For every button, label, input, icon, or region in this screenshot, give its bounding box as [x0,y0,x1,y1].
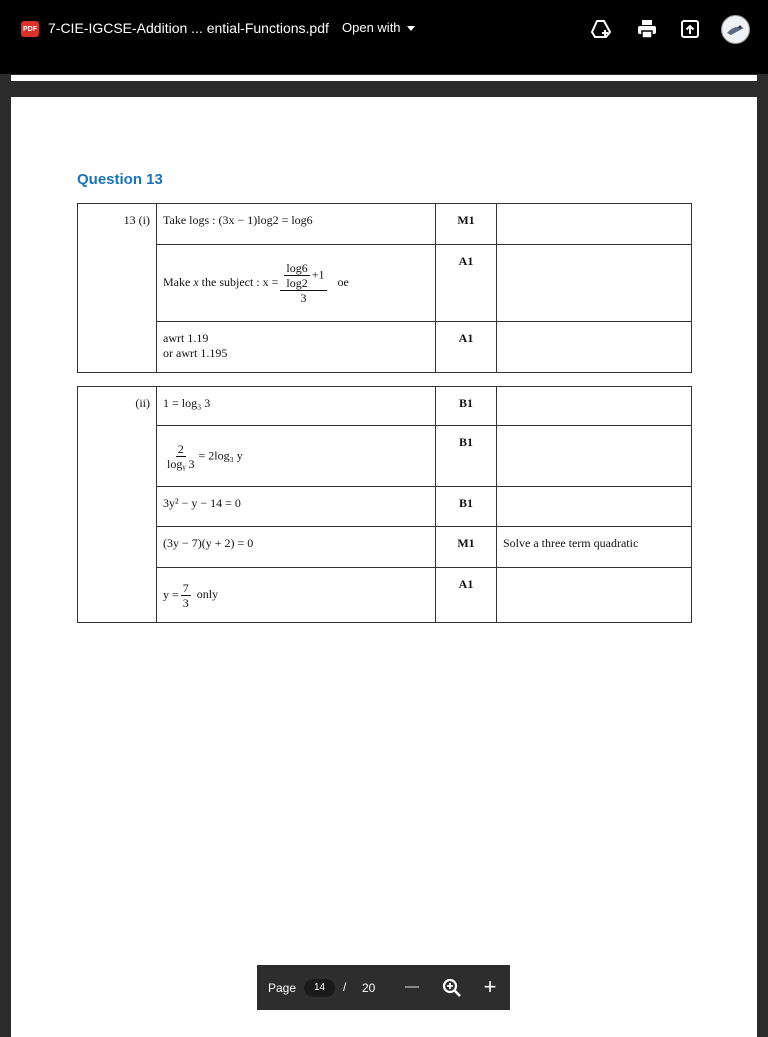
mark-scheme-table-part-2 [77,386,692,623]
working-cell: Take logs : (3x − 1)log2 = log6 [157,204,436,245]
mark-cell: B1 [436,387,497,426]
comment-cell: Solve a three term quadratic [497,527,692,568]
mark-cell: M1 [436,527,497,568]
comment-cell [497,204,692,245]
viewer-toolbar [0,0,768,74]
mark-cell: A1 [436,245,497,322]
mark-cell: B1 [436,426,497,487]
zoom-out-button[interactable] [405,986,419,988]
comment-cell [497,426,692,487]
open-with-label: Open with [342,20,401,35]
comment-cell [497,487,692,527]
zoom-in-button[interactable]: + [483,974,497,999]
page-separator: / [343,980,347,994]
mark-cell: B1 [436,487,497,527]
chevron-down-icon [407,26,415,31]
page-total: 20 [362,981,376,995]
question-title: Question 13 [77,171,163,188]
add-to-drive-icon[interactable] [589,17,613,41]
mark-cell: A1 [436,322,497,373]
working-cell: y = $\frac{7}{3}$ only [157,568,436,623]
working-cell: (3y − 7)(y + 2) = 0 [157,527,436,568]
working-cell: Make x the subject : x = $\frac{\log 6}{\log 2}$ +1 3 oe [157,245,436,322]
page-label: Page [268,981,297,995]
comment-cell [497,387,692,426]
working-cell: 3y² − y − 14 = 0 [157,487,436,527]
page-top-strip [11,75,757,81]
mark-cell: M1 [436,204,497,245]
part-label: 13 (i) [78,204,157,373]
page-number-input[interactable]: 14 [304,979,335,997]
part-label: (ii) [78,387,157,623]
comment-cell [497,245,692,322]
working-cell: $\frac{2}{\text{logᵧ 3}}$ = 2log₃ y [157,426,436,487]
comment-cell [497,568,692,623]
mark-scheme-table-part-1 [77,203,692,373]
file-title: 7-CIE-IGCSE-Addition ... ential-Functions.pdf [48,20,329,36]
working-cell: 1 = log₃ 3 [157,387,436,426]
working-cell: awrt 1.19 or awrt 1.195 [157,322,436,373]
comment-cell [497,322,692,373]
fraction: $\frac{2}{\text{logᵧ 3}}$ [167,441,195,471]
fraction: $\frac{7}{3}$ [182,580,189,610]
zoom-magnifier-icon[interactable] [441,977,463,999]
account-avatar[interactable] [721,15,750,44]
open-in-new-window-icon[interactable] [678,17,702,41]
page-navigation-bar [257,965,510,1010]
pdf-file-icon: PDF [21,21,39,37]
open-with-button[interactable] [342,20,415,35]
print-icon[interactable] [635,17,659,41]
mark-cell: A1 [436,568,497,623]
fraction: $\frac{\log 6}{\log 2}$ +1 3 [280,261,326,305]
